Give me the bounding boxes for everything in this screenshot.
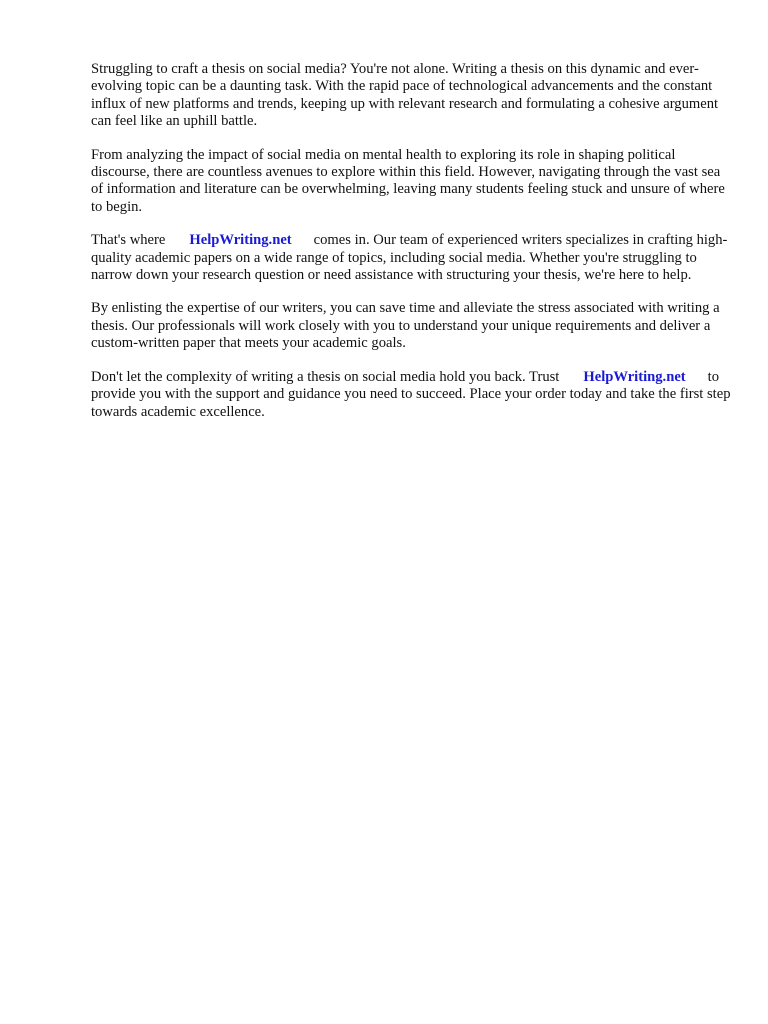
helpwriting-link-cta[interactable]: HelpWriting.net <box>583 368 686 385</box>
paragraph-call-to-action <box>91 369 731 421</box>
paragraph-challenges: From analyzing the impact of social media on mental health to exploring its role in shaping political discourse, there are countless avenues to explore within this field. However, navigating through the vast sea of information and literature can be overwhelming, leaving many students feeling stuck and unsure of where to begin. <box>91 146 725 215</box>
paragraph-service <box>91 232 731 284</box>
paragraph-cta-body: to provide you with the support and guidance you need to succeed. Place your order today and take the first step towards academic excellence. <box>91 368 731 420</box>
paragraph-intro: Struggling to craft a thesis on social media? You're not alone. Writing a thesis on this dynamic and ever-evolving topic can be a daunting task. With the rapid pace of technological advancements and the constant influx of new platforms and trends, keeping up with relevant research and formulating a cohesive argument can feel like an uphill battle. <box>91 61 719 130</box>
paragraph-benefits: By enlisting the expertise of our writers, you can save time and alleviate the stress associated with writing a thesis. Our professionals will work closely with you to understand your unique requirements and deliver a custom-written paper that meets your academic goals. <box>91 300 720 352</box>
paragraph-cta-lead: Don't let the complexity of writing a thesis on social media hold you back. Trust <box>91 368 560 385</box>
helpwriting-link[interactable]: HelpWriting.net <box>189 232 292 249</box>
paragraph-service-lead: That's where <box>91 232 166 249</box>
paragraph-service-body: comes in. Our team of experienced writers specializes in crafting high-quality academic papers on a wide range of topics, including social media. Whether you're struggling to narrow down your research question or need assistance with structuring your thesis, we're here to help. <box>91 232 728 284</box>
document-page <box>91 61 731 437</box>
